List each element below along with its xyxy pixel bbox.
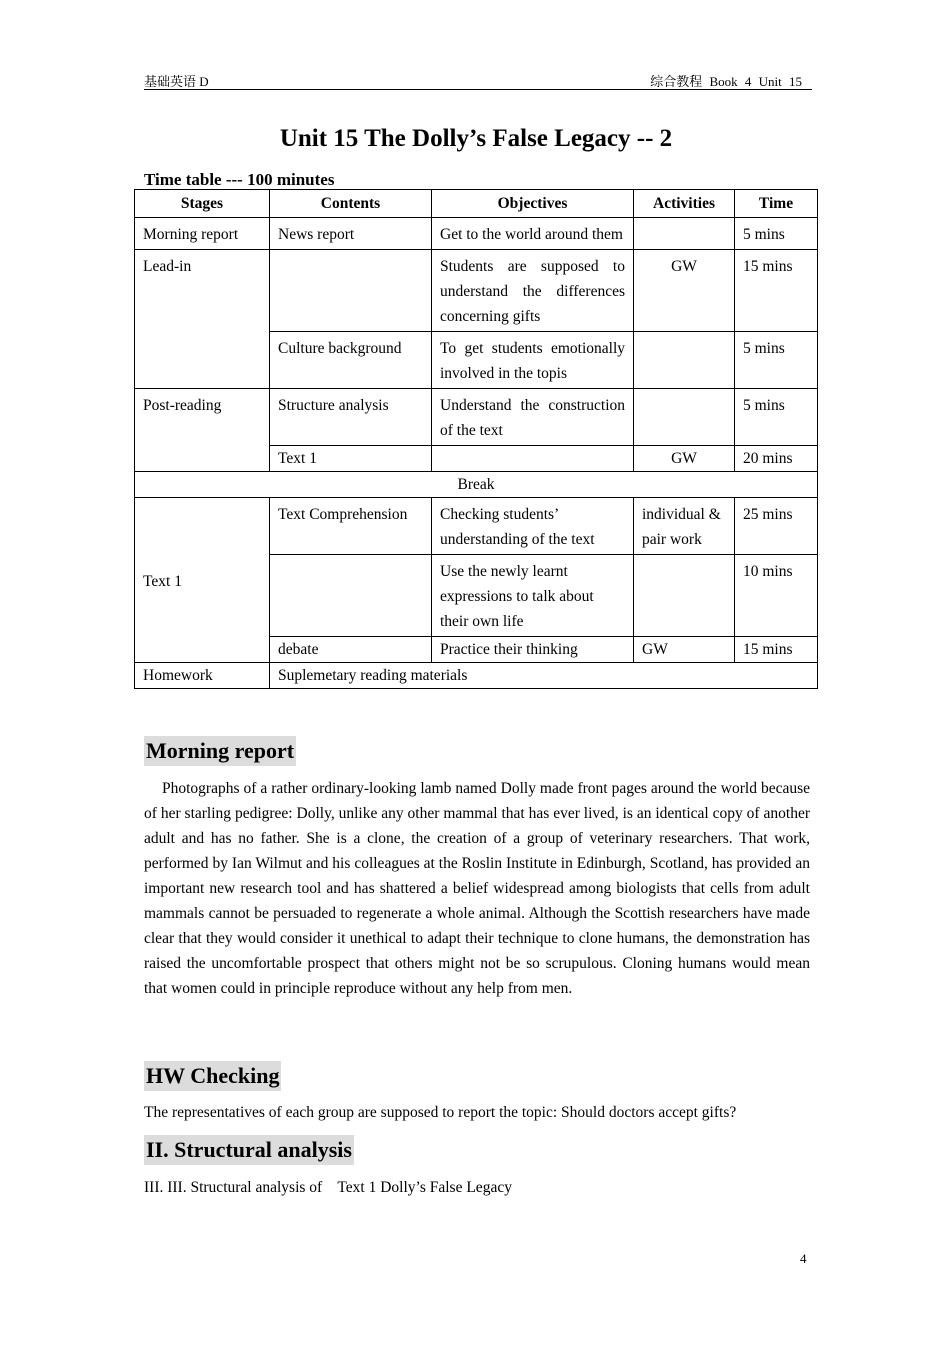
cell-time: 15 mins — [735, 250, 818, 332]
cell-time: 5 mins — [735, 218, 818, 250]
table-header-row — [135, 190, 818, 218]
structural-analysis-text: III. III. Structural analysis of Text 1 Dolly’s False Legacy — [144, 1179, 512, 1196]
table-row — [135, 663, 818, 689]
cell-time: 5 mins — [735, 332, 818, 389]
cell-content: Culture background — [270, 332, 432, 389]
cell-content: Text Comprehension — [270, 498, 432, 555]
col-header-stages: Stages — [135, 190, 270, 218]
table-row — [135, 218, 818, 250]
cell-objective: To get students emotionally involved in the topis — [432, 332, 634, 389]
cell-objective: Understand the construction of the text — [432, 389, 634, 446]
cell-content: Text 1 — [270, 446, 432, 472]
page-number: 4 — [800, 1251, 807, 1266]
cell-stage: Homework — [135, 663, 270, 689]
hw-checking-text: The representatives of each group are supposed to report the topic: Should doctors accept gifts? — [144, 1104, 737, 1121]
cell-time: 10 mins — [735, 555, 818, 637]
cell-time: 15 mins — [735, 637, 818, 663]
page-title: Unit 15 The Dolly’s False Legacy -- 2 — [279, 125, 673, 152]
cell-activity: GW — [634, 250, 735, 332]
cell-activity: GW — [634, 637, 735, 663]
col-header-activities: Activities — [634, 190, 735, 218]
cell-objective: Checking students’ understanding of the text — [432, 498, 634, 555]
cell-stage: Text 1 — [135, 498, 270, 663]
cell-stage: Morning report — [135, 218, 270, 250]
cell-break: Break — [135, 472, 818, 498]
timetable — [134, 189, 818, 689]
cell-activity: GW — [634, 446, 735, 472]
header-left: 基础英语 D — [144, 74, 209, 89]
cell-objective: Practice their thinking — [432, 637, 634, 663]
cell-activity — [634, 218, 735, 250]
cell-objective: Students are supposed to understand the differences concerning gifts — [432, 250, 634, 332]
table-row — [135, 250, 818, 332]
cell-objective — [432, 446, 634, 472]
cell-content: Suplemetary reading materials — [270, 663, 818, 689]
cell-activity: individual & pair work — [634, 498, 735, 555]
structural-analysis-heading: II. Structural analysis — [144, 1135, 354, 1165]
cell-objective: Get to the world around them — [432, 218, 634, 250]
cell-time: 25 mins — [735, 498, 818, 555]
morning-report-text: Photographs of a rather ordinary-looking lamb named Dolly made front pages around the world because of her starling pedigree: Dolly, unlike any other mammal that has ever lived, is an identical copy of another adult and has no father. She is a clone, the creation of a group of veterinary researchers. That work, performed by Ian Wilmut and his colleagues at the Roslin Institute in Edinburgh, Scotland, has provided an important new research tool and has shattered a belief widespread among biologists that cells from adult mammals cannot be persuaded to regenerate a whole animal. Although the Scottish researchers have made clear that they would consider it unethical to adapt their technique to clone humans, the demonstration has raised the uncomfortable prospect that others might not be so scrupulous. Cloning humans would mean that women could in principle reproduce without any help from men. — [144, 780, 810, 997]
morning-report-heading: Morning report — [144, 736, 296, 766]
cell-activity — [634, 332, 735, 389]
hw-checking-heading: HW Checking — [144, 1061, 281, 1091]
table-row-break — [135, 472, 818, 498]
page-header — [144, 70, 812, 90]
cell-content: Structure analysis — [270, 389, 432, 446]
cell-time: 20 mins — [735, 446, 818, 472]
table-row — [135, 389, 818, 446]
cell-activity — [634, 555, 735, 637]
cell-content: News report — [270, 218, 432, 250]
cell-activity — [634, 389, 735, 446]
cell-time: 5 mins — [735, 389, 818, 446]
col-header-objectives: Objectives — [432, 190, 634, 218]
table-row — [135, 498, 818, 555]
cell-stage: Lead-in — [135, 250, 270, 389]
cell-objective: Use the newly learnt expressions to talk about their own life — [432, 555, 634, 637]
col-header-time: Time — [735, 190, 818, 218]
timetable-caption: Time table --- 100 minutes — [144, 170, 335, 189]
cell-content — [270, 555, 432, 637]
cell-stage: Post-reading — [135, 389, 270, 472]
cell-content — [270, 250, 432, 332]
header-right: 综合教程 Book 4 Unit 15 — [650, 74, 802, 89]
cell-content: debate — [270, 637, 432, 663]
col-header-contents: Contents — [270, 190, 432, 218]
